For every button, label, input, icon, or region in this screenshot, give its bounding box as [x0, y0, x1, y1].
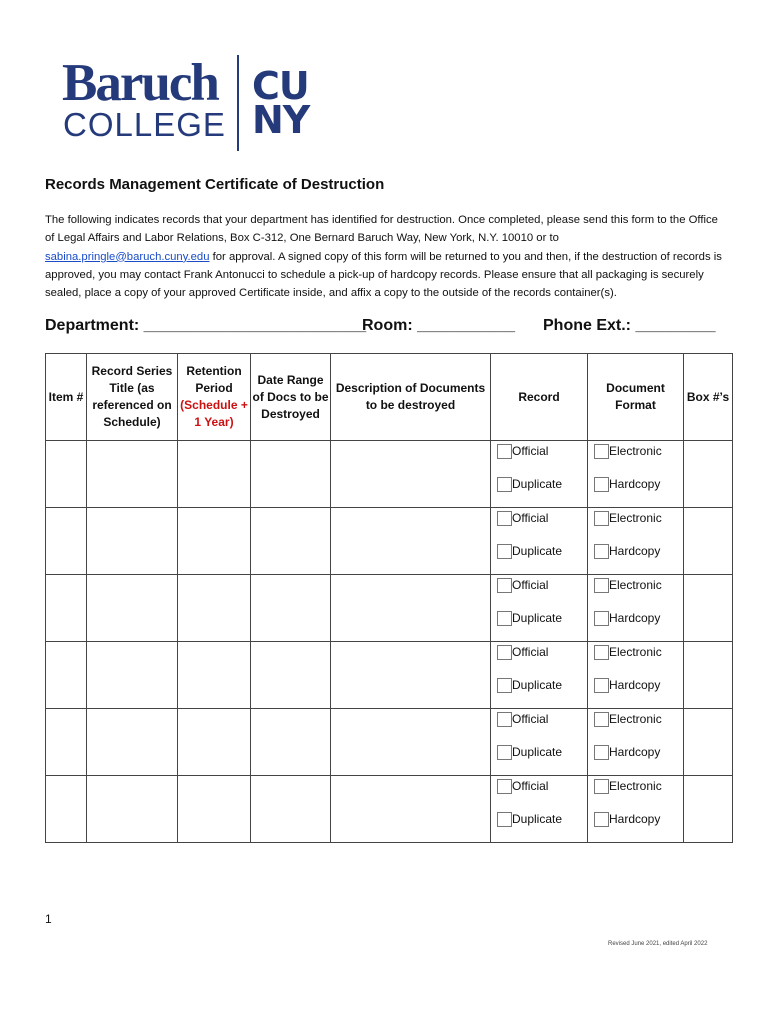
hardcopy-label: Hardcopy [609, 745, 661, 759]
series-title-cell[interactable] [87, 441, 178, 508]
date-range-cell[interactable] [251, 441, 331, 508]
hardcopy-option [588, 541, 683, 574]
official-label: Official [512, 712, 549, 726]
duplicate-checkbox[interactable] [497, 477, 512, 492]
duplicate-label: Duplicate [512, 611, 563, 625]
retention-cell[interactable] [178, 508, 251, 575]
record-cell [491, 709, 588, 776]
table-row [46, 441, 733, 508]
official-label: Official [512, 779, 549, 793]
item-cell[interactable] [46, 776, 87, 843]
official-checkbox[interactable] [497, 645, 512, 660]
electronic-checkbox[interactable] [594, 779, 609, 794]
col-retention: Retention Period (Schedule + 1 Year) [178, 354, 251, 441]
duplicate-checkbox[interactable] [497, 678, 512, 693]
format-cell [588, 642, 684, 709]
header-fields [45, 317, 745, 341]
department-field[interactable]: Department: _________________________ [45, 317, 367, 334]
format-cell [588, 575, 684, 642]
box-cell[interactable] [684, 776, 733, 843]
hardcopy-label: Hardcopy [609, 812, 661, 826]
hardcopy-checkbox[interactable] [594, 544, 609, 559]
official-checkbox[interactable] [497, 712, 512, 727]
series-title-cell[interactable] [87, 642, 178, 709]
duplicate-option [491, 675, 587, 708]
official-label: Official [512, 578, 549, 592]
retention-cell[interactable] [178, 575, 251, 642]
official-option [491, 642, 587, 675]
logo-divider [237, 55, 239, 151]
electronic-option [588, 508, 683, 541]
date-range-cell[interactable] [251, 709, 331, 776]
series-title-cell[interactable] [87, 508, 178, 575]
revised-note: Revised June 2021, edited April 2022 [608, 941, 708, 947]
col-record: Record [491, 354, 588, 441]
description-cell[interactable] [331, 508, 491, 575]
hardcopy-option [588, 608, 683, 641]
logo-cuny-line1: CU [252, 64, 309, 108]
description-cell[interactable] [331, 575, 491, 642]
electronic-option [588, 575, 683, 608]
official-label: Official [512, 645, 549, 659]
box-cell[interactable] [684, 709, 733, 776]
electronic-checkbox[interactable] [594, 444, 609, 459]
electronic-label: Electronic [609, 511, 662, 525]
table-row [46, 776, 733, 843]
duplicate-checkbox[interactable] [497, 812, 512, 827]
retention-cell[interactable] [178, 642, 251, 709]
electronic-checkbox[interactable] [594, 712, 609, 727]
official-checkbox[interactable] [497, 779, 512, 794]
table-row [46, 575, 733, 642]
record-cell [491, 776, 588, 843]
record-cell [491, 508, 588, 575]
official-option [491, 709, 587, 742]
record-cell [491, 441, 588, 508]
retention-cell[interactable] [178, 441, 251, 508]
header-row [46, 354, 733, 441]
series-title-cell[interactable] [87, 776, 178, 843]
intro-text-2: for approval. A signed copy of this form will be returned to you and then, if the destruction of records is approved, you may contact Frank Antonucci to schedule a pick-up of hardcopy records. Please ensure that all packaging is securely sealed, place a copy of your approved Certificate inside, and affix a copy to the outside of the records container(s). [45, 250, 722, 300]
electronic-checkbox[interactable] [594, 511, 609, 526]
date-range-cell[interactable] [251, 508, 331, 575]
intro-text-1: The following indicates records that your department has identified for destruction. Once completed, please send this form to the Office of Legal Affairs and Labor Relations, Box C-312, One Bernard Baruch Way, New York, N.Y. 10010 or to [45, 214, 718, 245]
format-cell [588, 508, 684, 575]
record-cell [491, 575, 588, 642]
item-cell[interactable] [46, 441, 87, 508]
official-option [491, 508, 587, 541]
hardcopy-checkbox[interactable] [594, 745, 609, 760]
official-label: Official [512, 444, 549, 458]
duplicate-label: Duplicate [512, 745, 563, 759]
duplicate-option [491, 809, 587, 842]
electronic-label: Electronic [609, 444, 662, 458]
hardcopy-checkbox[interactable] [594, 611, 609, 626]
page-title: Records Management Certificate of Destruction [45, 176, 385, 193]
duplicate-checkbox[interactable] [497, 745, 512, 760]
retention-note: (Schedule + 1 Year) [180, 398, 248, 429]
date-range-cell[interactable] [251, 776, 331, 843]
box-cell[interactable] [684, 441, 733, 508]
description-cell[interactable] [331, 642, 491, 709]
description-cell[interactable] [331, 441, 491, 508]
col-description: Description of Documents to be destroyed [331, 354, 491, 441]
official-label: Official [512, 511, 549, 525]
col-series-title: Record Series Title (as referenced on Schedule) [87, 354, 178, 441]
electronic-checkbox[interactable] [594, 578, 609, 593]
item-cell[interactable] [46, 709, 87, 776]
description-cell[interactable] [331, 709, 491, 776]
official-checkbox[interactable] [497, 444, 512, 459]
page-number: 1 [45, 912, 52, 926]
logo-baruch-text: Baruch [62, 54, 218, 112]
item-cell[interactable] [46, 642, 87, 709]
table-row [46, 508, 733, 575]
duplicate-checkbox[interactable] [497, 611, 512, 626]
electronic-option [588, 709, 683, 742]
box-cell[interactable] [684, 575, 733, 642]
phone-ext-field[interactable]: Phone Ext.: _________ [543, 317, 716, 334]
date-range-cell[interactable] [251, 642, 331, 709]
format-cell [588, 709, 684, 776]
official-option [491, 441, 587, 474]
hardcopy-label: Hardcopy [609, 611, 661, 625]
duplicate-checkbox[interactable] [497, 544, 512, 559]
duplicate-option [491, 541, 587, 574]
logo-cuny-line2: NY [252, 98, 310, 142]
duplicate-label: Duplicate [512, 544, 563, 558]
hardcopy-label: Hardcopy [609, 477, 661, 491]
email-link[interactable]: sabina.pringle@baruch.cuny.edu [45, 250, 210, 263]
electronic-checkbox[interactable] [594, 645, 609, 660]
electronic-option [588, 776, 683, 809]
format-cell [588, 441, 684, 508]
electronic-label: Electronic [609, 712, 662, 726]
logo-cuny-text [252, 64, 310, 142]
electronic-label: Electronic [609, 578, 662, 592]
retention-cell[interactable] [178, 776, 251, 843]
retention-cell[interactable] [178, 709, 251, 776]
hardcopy-checkbox[interactable] [594, 678, 609, 693]
box-cell[interactable] [684, 508, 733, 575]
col-box-numbers: Box #’s [684, 354, 733, 441]
electronic-label: Electronic [609, 779, 662, 793]
records-table [45, 353, 733, 843]
description-cell[interactable] [331, 776, 491, 843]
hardcopy-option [588, 809, 683, 842]
duplicate-label: Duplicate [512, 678, 563, 692]
record-cell [491, 642, 588, 709]
date-range-cell[interactable] [251, 575, 331, 642]
duplicate-option [491, 608, 587, 641]
hardcopy-option [588, 675, 683, 708]
duplicate-label: Duplicate [512, 477, 563, 491]
table-row [46, 642, 733, 709]
hardcopy-checkbox[interactable] [594, 477, 609, 492]
logo-college-text: COLLEGE [63, 106, 226, 143]
series-title-cell[interactable] [87, 575, 178, 642]
electronic-label: Electronic [609, 645, 662, 659]
box-cell[interactable] [684, 642, 733, 709]
duplicate-label: Duplicate [512, 812, 563, 826]
table-row [46, 709, 733, 776]
col-date-range: Date Range of Docs to be Destroyed [251, 354, 331, 441]
item-cell[interactable] [46, 508, 87, 575]
official-checkbox[interactable] [497, 511, 512, 526]
hardcopy-label: Hardcopy [609, 544, 661, 558]
hardcopy-option [588, 474, 683, 507]
duplicate-option [491, 474, 587, 507]
series-title-cell[interactable] [87, 709, 178, 776]
hardcopy-label: Hardcopy [609, 678, 661, 692]
official-option [491, 575, 587, 608]
hardcopy-checkbox[interactable] [594, 812, 609, 827]
official-checkbox[interactable] [497, 578, 512, 593]
col-document-format: Document Format [588, 354, 684, 441]
baruch-cuny-logo [62, 55, 332, 155]
electronic-option [588, 441, 683, 474]
room-field[interactable]: Room: ___________ [362, 317, 515, 334]
official-option [491, 776, 587, 809]
duplicate-option [491, 742, 587, 775]
col-item: Item # [46, 354, 87, 441]
hardcopy-option [588, 742, 683, 775]
electronic-option [588, 642, 683, 675]
format-cell [588, 776, 684, 843]
item-cell[interactable] [46, 575, 87, 642]
intro-paragraph [45, 211, 725, 302]
